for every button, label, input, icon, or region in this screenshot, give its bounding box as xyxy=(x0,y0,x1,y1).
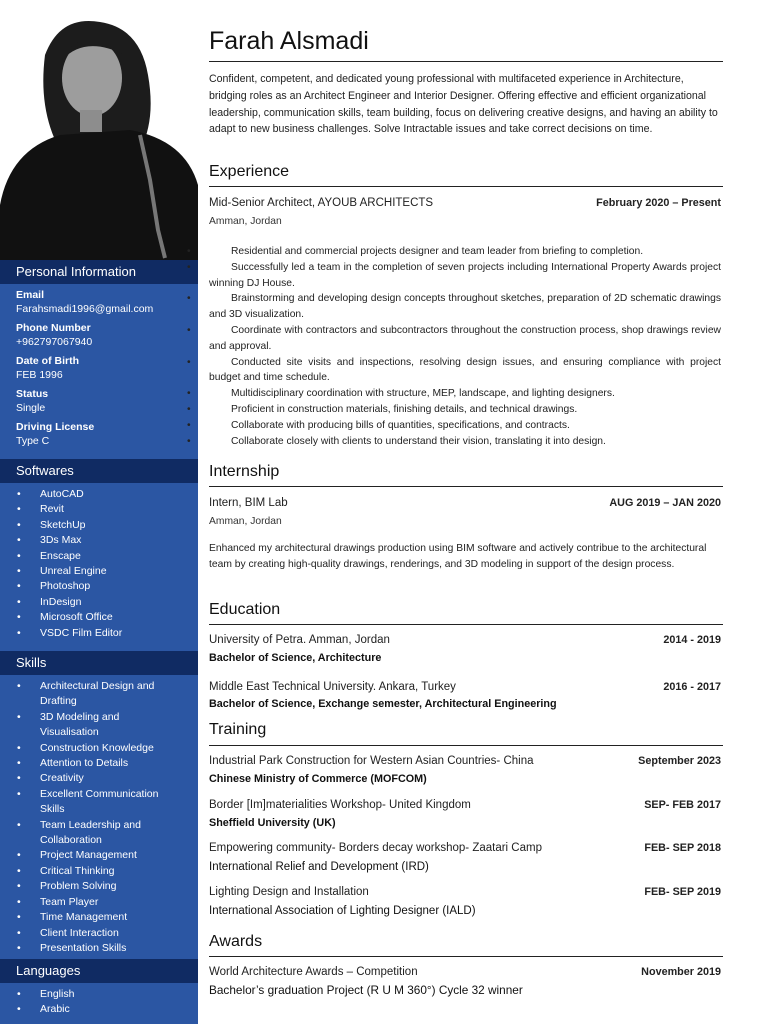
award-name: World Architecture Awards – Competition xyxy=(209,966,418,978)
training-row xyxy=(209,886,721,898)
email-label: Email xyxy=(16,289,45,301)
softwares-list xyxy=(0,487,198,641)
training-name: Industrial Park Construction for Western Asian Countries- China xyxy=(209,755,534,767)
divider xyxy=(209,486,723,487)
experience-dates: February 2020 – Present xyxy=(596,197,721,209)
software-item: • InDesign xyxy=(0,595,198,610)
award-detail: Bachelor’s graduation Project (R U M 360°) Cycle 32 winner xyxy=(209,983,523,997)
internship-location: Amman, Jordan xyxy=(209,516,282,527)
email-value[interactable]: Farahsmadi1996@gmail.com xyxy=(16,303,154,315)
skill-item: • Critical Thinking xyxy=(0,864,198,879)
divider xyxy=(209,956,723,957)
softwares-heading: Softwares xyxy=(0,459,198,483)
training-dates: September 2023 xyxy=(638,755,721,767)
experience-bullet: • Brainstorming and developing design concepts throughout sketches, preparation of 2D schematic drawings and 3D visualization. xyxy=(209,291,721,323)
experience-bullet: • Coordinate with contractors and subcontractors throughout the construction process, shop drawings review and approval. xyxy=(209,323,721,355)
skill-item: • Project Management xyxy=(0,848,198,863)
education-heading: Education xyxy=(209,601,281,618)
internship-heading: Internship xyxy=(209,463,280,480)
education-degree: Bachelor of Science, Architecture xyxy=(209,652,382,664)
skill-item: • Architectural Design and Drafting xyxy=(0,679,198,710)
software-item: • Revit xyxy=(0,502,198,517)
experience-role-row xyxy=(209,197,721,209)
training-row xyxy=(209,755,721,767)
experience-bullet: • Conducted site visits and inspections, resolving design issues, and ensuring compliance with project budget and time schedule. xyxy=(209,355,721,387)
status-label: Status xyxy=(16,388,49,400)
training-name: Border [Im]materialities Workshop- United Kingdom xyxy=(209,799,471,811)
skill-item: • Construction Knowledge xyxy=(0,741,198,756)
skills-list xyxy=(0,679,198,956)
training-row xyxy=(209,799,721,811)
skill-item: • 3D Modeling and Visualisation xyxy=(0,710,198,741)
skill-item: • Creativity xyxy=(0,771,198,786)
experience-bullet: • Residential and commercial projects designer and team leader from briefing to completion. xyxy=(209,244,721,260)
software-item: • Unreal Engine xyxy=(0,564,198,579)
software-item: • SketchUp xyxy=(0,518,198,533)
software-item: • Photoshop xyxy=(0,579,198,594)
profile-photo xyxy=(0,0,198,260)
language-item: • Arabic xyxy=(0,1002,198,1017)
license-label: Driving License xyxy=(16,421,95,433)
sidebar xyxy=(0,0,198,1024)
experience-bullet: • Collaborate closely with clients to understand their vision, translating it into design. xyxy=(209,434,721,450)
software-item: • Microsoft Office xyxy=(0,610,198,625)
experience-bullet: • Collaborate with producing bills of quantities, specifications, and contracts. xyxy=(209,418,721,434)
training-org: International Relief and Development (IRD) xyxy=(209,861,429,873)
license-value: Type C xyxy=(16,435,50,447)
internship-description: Enhanced my architectural drawings production using BIM software and actively contribue to the architectural team by creating high-quality drawings, renderings, and 3D modeling in support of the design process. xyxy=(209,543,707,570)
software-item: • 3Ds Max xyxy=(0,533,198,548)
training-dates: SEP- FEB 2017 xyxy=(644,799,721,811)
languages-heading: Languages xyxy=(0,959,198,983)
training-org: International Association of Lighting Designer (IALD) xyxy=(209,905,476,917)
skill-item: • Team Player xyxy=(0,895,198,910)
training-name: Lighting Design and Installation xyxy=(209,886,369,898)
status-value: Single xyxy=(16,402,46,414)
skills-heading: Skills xyxy=(0,651,198,675)
summary-text: Confident, competent, and dedicated young professional with multifaceted experience in Architecture, bridging roles as an Architect Engineer and Interior Designer. Offering effective and efficient organizational leadership, communication skills, team building, focus on delivering creative designs, and having an ability to adapt to new business challenges. Solve Intractable issues and take correct decisions on time. xyxy=(209,73,718,136)
training-heading: Training xyxy=(209,721,267,738)
personal-info-heading: Personal Information xyxy=(0,260,198,284)
software-item: • AutoCAD xyxy=(0,487,198,502)
experience-bullet: • Successfully led a team in the completion of seven projects including International Property Awards project winning DJ House. xyxy=(209,260,721,292)
dob-value: FEB 1996 xyxy=(16,369,63,381)
skill-item: • Client Interaction xyxy=(0,926,198,941)
internship-role: Intern, BIM Lab xyxy=(209,497,288,509)
education-dates: 2016 - 2017 xyxy=(663,681,721,693)
phone-value: +962797067940 xyxy=(16,336,93,348)
divider xyxy=(209,624,723,625)
education-school: University of Petra. Amman, Jordan xyxy=(209,634,390,646)
software-item: • Enscape xyxy=(0,549,198,564)
education-dates: 2014 - 2019 xyxy=(663,634,721,646)
experience-heading: Experience xyxy=(209,163,290,180)
awards-heading: Awards xyxy=(209,933,263,950)
internship-role-row xyxy=(209,497,721,509)
dob-label: Date of Birth xyxy=(16,355,79,367)
experience-location: Amman, Jordan xyxy=(209,216,282,227)
skill-item: • Problem Solving xyxy=(0,879,198,894)
skill-item: • Attention to Details xyxy=(0,756,198,771)
skill-item: • Presentation Skills xyxy=(0,941,198,956)
phone-label: Phone Number xyxy=(16,322,91,334)
education-degree: Bachelor of Science, Exchange semester, Architectural Engineering xyxy=(209,698,557,710)
experience-bullets xyxy=(209,244,721,449)
training-dates: FEB- SEP 2018 xyxy=(644,842,721,854)
training-dates: FEB- SEP 2019 xyxy=(644,886,721,898)
award-row xyxy=(209,966,721,978)
divider xyxy=(209,186,723,187)
language-item: • English xyxy=(0,987,198,1002)
experience-bullet: • Multidisciplinary coordination with structure, MEP, landscape, and lighting designers. xyxy=(209,386,721,402)
training-name: Empowering community- Borders decay workshop- Zaatari Camp xyxy=(209,842,542,854)
divider xyxy=(209,745,723,746)
software-item: • VSDC Film Editor xyxy=(0,626,198,641)
training-org: Chinese Ministry of Commerce (MOFCOM) xyxy=(209,773,427,785)
experience-role: Mid-Senior Architect, AYOUB ARCHITECTS xyxy=(209,197,434,209)
skill-item: • Team Leadership and Collaboration xyxy=(0,818,198,849)
education-row xyxy=(209,634,721,646)
skill-item: • Time Management xyxy=(0,910,198,925)
training-row xyxy=(209,842,721,854)
languages-list xyxy=(0,987,198,1018)
divider xyxy=(209,61,723,62)
experience-bullet: • Proficient in construction materials, finishing details, and technical drawings. xyxy=(209,402,721,418)
education-row xyxy=(209,681,721,693)
award-dates: November 2019 xyxy=(641,966,721,978)
internship-dates: AUG 2019 – JAN 2020 xyxy=(609,497,721,509)
education-school: Middle East Technical University. Ankara, Turkey xyxy=(209,681,456,693)
skill-item: • Excellent Communication Skills xyxy=(0,787,198,818)
person-name: Farah Alsmadi xyxy=(209,27,369,55)
training-org: Sheffield University (UK) xyxy=(209,817,336,829)
personal-info xyxy=(16,289,196,454)
